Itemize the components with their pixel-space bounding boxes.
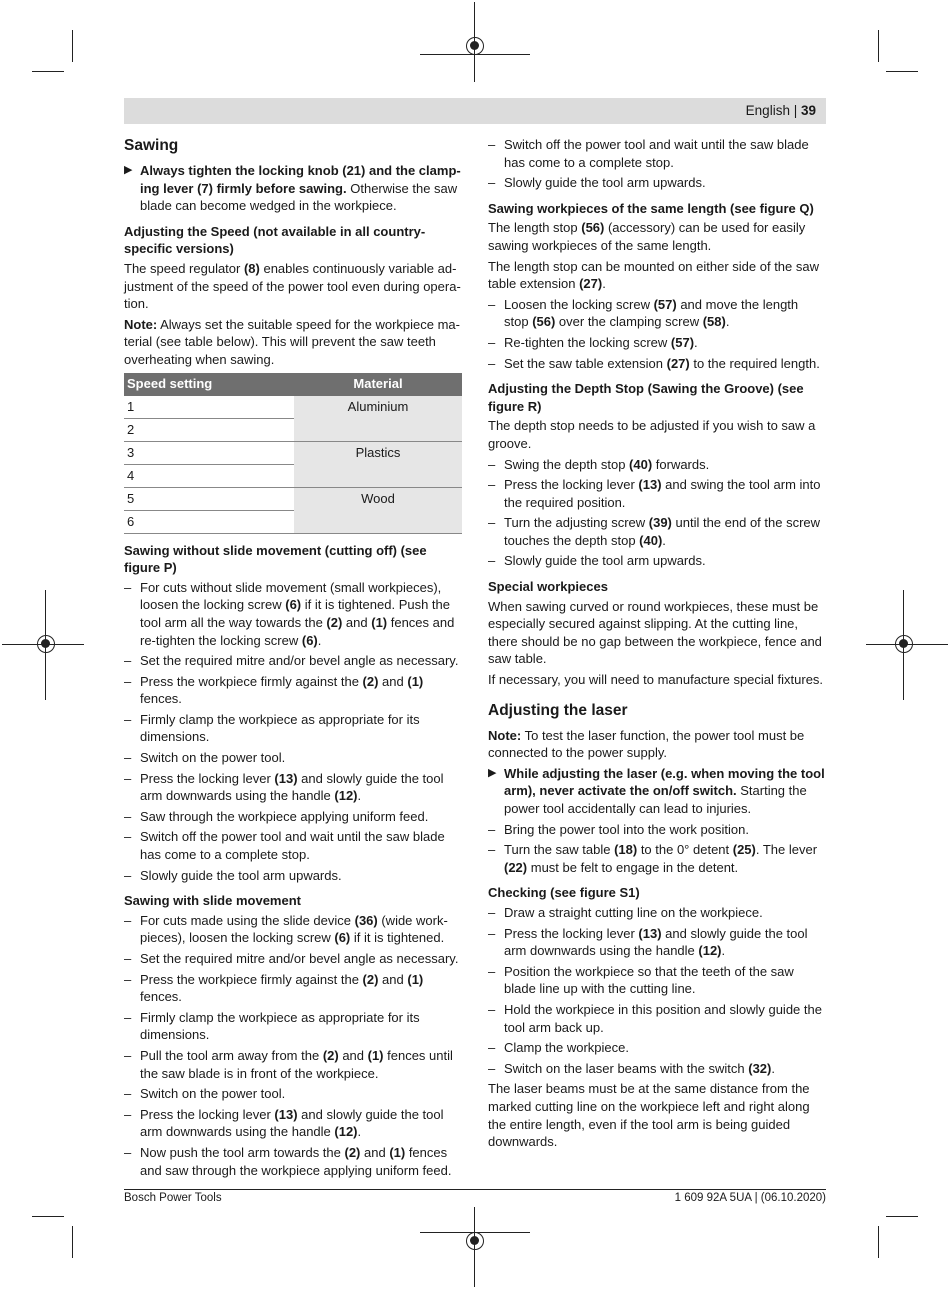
speed-text-ref: (8) bbox=[243, 260, 260, 276]
list-item: – Firmly clamp the workpiece as appropriate for its dimensions. bbox=[124, 1009, 462, 1044]
table-row bbox=[124, 487, 462, 510]
speed-heading: Adjusting the Speed (not available in all country-specific versions) bbox=[124, 223, 426, 257]
reference-number: (56) bbox=[581, 220, 605, 236]
speed-cell: 3 bbox=[124, 441, 294, 464]
speed-cell: 2 bbox=[124, 418, 294, 441]
laser-note-text: To test the laser function, the power tool must be connected to the power supply. bbox=[488, 727, 805, 761]
continued-list bbox=[488, 136, 826, 192]
list-item: – Switch on the power tool. bbox=[124, 1085, 462, 1103]
list-item: – Firmly clamp the workpiece as appropriate for its dimensions. bbox=[124, 711, 462, 746]
crop-mark bbox=[886, 71, 918, 72]
reference-number: (6) bbox=[301, 632, 318, 648]
reference-number: (2) bbox=[362, 971, 379, 987]
noslide-list bbox=[124, 579, 462, 885]
reference-number: (57) bbox=[670, 334, 695, 350]
list-item: – Now push the tool arm towards the (2) and (1) fences and saw through the workpiece applying uniform feed. bbox=[124, 1144, 462, 1179]
table-row bbox=[124, 441, 462, 464]
crop-mark bbox=[878, 30, 879, 62]
list-item: – Turn the saw table (18) to the 0° detent (25). The lever (22) must be felt to engage in the detent. bbox=[488, 841, 826, 876]
reference-number: (6) bbox=[285, 597, 302, 613]
reference-number: (13) bbox=[638, 477, 662, 493]
list-item: – For cuts made using the slide device (36) (wide workpieces), loosen the locking screw (6) if it is tightened. bbox=[124, 912, 462, 947]
speed-setting-header: Speed setting bbox=[124, 373, 294, 396]
speed-cell: 1 bbox=[124, 396, 294, 419]
header-label: English | 39 bbox=[745, 103, 816, 118]
reference-number: (2) bbox=[326, 614, 343, 630]
crop-mark bbox=[32, 71, 64, 72]
warning-text: Otherwise the saw blade can become wedged in the workpiece. bbox=[140, 180, 458, 214]
checking-list bbox=[488, 904, 826, 1077]
reference-number: (56) bbox=[532, 314, 556, 330]
speed-text-a: The speed regulator bbox=[124, 260, 244, 276]
reference-number: (2) bbox=[344, 1144, 361, 1160]
crop-mark bbox=[72, 30, 73, 62]
speed-cell: 6 bbox=[124, 510, 294, 533]
crop-mark bbox=[72, 1226, 73, 1258]
page-number: 39 bbox=[800, 103, 816, 118]
reference-number: (13) bbox=[274, 1106, 298, 1122]
crop-mark bbox=[32, 1216, 64, 1217]
material-header: Material bbox=[294, 373, 462, 396]
footer-rule bbox=[124, 1189, 826, 1190]
material-cell: Plastics bbox=[294, 441, 462, 487]
list-item: – Set the required mitre and/or bevel angle as necessary. bbox=[124, 652, 462, 670]
reference-number: (1) bbox=[371, 614, 388, 630]
list-item: – Pull the tool arm away from the (2) and (1) fences until the saw blade is in front of the workpiece. bbox=[124, 1047, 462, 1082]
depth-stop-paragraph: The depth stop needs to be adjusted if you wish to saw a groove. bbox=[488, 418, 816, 451]
same-length-paragraph: The length stop (56) (accessory) can be used for easily sawing workpieces of the same length. bbox=[488, 220, 806, 253]
reference-number: (36) bbox=[354, 912, 378, 928]
reference-number: (1) bbox=[367, 1047, 384, 1063]
list-item: – Switch on the power tool. bbox=[124, 749, 462, 767]
header-language: English bbox=[745, 103, 790, 118]
list-item: – Switch off the power tool and wait until the saw blade has come to a complete stop. bbox=[124, 828, 462, 863]
reference-number: (22) bbox=[504, 859, 528, 875]
note-paragraph bbox=[124, 316, 462, 369]
list-item: – Press the locking lever (13) and slowly guide the tool arm downwards using the handle (12). bbox=[124, 1106, 462, 1141]
laser-warning-text: Starting the power tool accidentally can lead to injuries. bbox=[504, 783, 807, 816]
reference-number: (13) bbox=[274, 770, 298, 786]
warning-bold: Always tighten the locking knob (21) and the clamping lever (7) firmly before sawing. bbox=[140, 163, 461, 196]
reference-number: (32) bbox=[748, 1060, 772, 1076]
list-item: – Slowly guide the tool arm upwards. bbox=[488, 174, 826, 192]
speed-text-c: enables continuously variable adjustment of the speed of the power tool even during operation. bbox=[124, 260, 461, 312]
list-item: – Slowly guide the tool arm upwards. bbox=[488, 552, 826, 570]
footer-doc-id: 1 609 92A 5UA | (06.10.2020) bbox=[674, 1192, 826, 1204]
list-item: – Re-tighten the locking screw (57). bbox=[488, 334, 826, 352]
list-item: – Swing the depth stop (40) forwards. bbox=[488, 456, 826, 474]
speed-table bbox=[124, 373, 462, 534]
reference-number: (18) bbox=[614, 842, 638, 858]
speed-paragraph bbox=[124, 260, 462, 313]
reference-number: (27) bbox=[666, 355, 690, 371]
registration-mark-icon bbox=[37, 635, 55, 653]
page-header bbox=[124, 98, 826, 124]
note-label: Note: bbox=[124, 316, 158, 332]
section-title-sawing: Sawing bbox=[124, 137, 179, 154]
laser-note-label: Note: bbox=[488, 727, 522, 743]
special-paragraph: When sawing curved or round workpieces, these must be especially secured against slipping. At the cutting line, there should be no gap between the workpiece, fence and saw table. bbox=[488, 598, 822, 667]
list-item: – Saw through the workpiece applying uniform feed. bbox=[124, 808, 462, 826]
reference-number: (2) bbox=[322, 1047, 339, 1063]
laser-note bbox=[488, 727, 826, 762]
left-column bbox=[124, 136, 462, 1182]
same-length-paragraph-2: The length stop can be mounted on either side of the saw table extension (27). bbox=[488, 258, 819, 292]
list-item: – Clamp the workpiece. bbox=[488, 1039, 826, 1057]
reference-number: (58) bbox=[702, 314, 726, 330]
special-paragraph-2: If necessary, you will need to manufacture special fixtures. bbox=[488, 672, 824, 688]
reference-number: (1) bbox=[407, 971, 424, 987]
registration-mark-icon bbox=[466, 1232, 484, 1250]
reference-number: (2) bbox=[362, 673, 379, 689]
reference-number: (13) bbox=[638, 925, 662, 941]
slide-list bbox=[124, 912, 462, 1179]
list-item: – Draw a straight cutting line on the workpiece. bbox=[488, 904, 826, 922]
right-column bbox=[488, 136, 826, 1154]
reference-number: (25) bbox=[732, 842, 756, 858]
reference-number: (57) bbox=[653, 296, 677, 312]
list-item: – Hold the workpiece in this position and slowly guide the tool arm back up. bbox=[488, 1001, 826, 1036]
registration-mark-icon bbox=[895, 635, 913, 653]
reference-number: (12) bbox=[698, 943, 722, 959]
list-item: – Press the locking lever (13) and slowly guide the tool arm downwards using the handle (12). bbox=[488, 925, 826, 960]
crop-mark bbox=[886, 1216, 918, 1217]
reference-number: (1) bbox=[389, 1144, 406, 1160]
list-item: – Set the required mitre and/or bevel angle as necessary. bbox=[124, 950, 462, 968]
list-item: – Press the locking lever (13) and swing the tool arm into the required position. bbox=[488, 476, 826, 511]
material-cell: Wood bbox=[294, 487, 462, 533]
laser-warning-bold: While adjusting the laser (e.g. when moving the tool arm), never activate the on/off switch. bbox=[504, 765, 825, 799]
reference-number: (12) bbox=[334, 788, 358, 804]
list-item: – Press the workpiece firmly against the (2) and (1) fences. bbox=[124, 971, 462, 1006]
depth-stop-list bbox=[488, 456, 826, 571]
warning-item bbox=[124, 162, 462, 215]
reference-number: (39) bbox=[648, 515, 672, 531]
list-item: – Press the workpiece firmly against the (2) and (1) fences. bbox=[124, 673, 462, 708]
speed-cell: 4 bbox=[124, 464, 294, 487]
laser-warning-item bbox=[488, 765, 826, 818]
crop-mark bbox=[878, 1226, 879, 1258]
section-title-laser: Adjusting the laser bbox=[488, 701, 628, 719]
note-text: Always set the suitable speed for the workpiece material (see table below). This will prevent the saw teeth overheating when sawing. bbox=[124, 316, 460, 367]
laser-final-paragraph: The laser beams must be at the same distance from the marked cutting line on the workpiece left and right along the entire length, even if the tool arm is being guided downwards. bbox=[488, 1081, 810, 1150]
list-item: – For cuts without slide movement (small workpieces), loosen the locking screw (6) if it is tightened. Push the tool arm all the way towards the (2) and (1) fences and re-tighten the locking screw (6). bbox=[124, 579, 462, 649]
footer-brand: Bosch Power Tools bbox=[124, 1192, 222, 1204]
registration-mark-icon bbox=[466, 37, 484, 55]
reference-number: (40) bbox=[629, 456, 653, 472]
speed-cell: 5 bbox=[124, 487, 294, 510]
list-item: – Switch off the power tool and wait until the saw blade has come to a complete stop. bbox=[488, 136, 826, 171]
noslide-heading: Sawing without slide movement (cutting off) (see figure P) bbox=[124, 542, 427, 576]
list-item: – Bring the power tool into the work position. bbox=[488, 821, 826, 839]
list-item: – Press the locking lever (13) and slowly guide the tool arm downwards using the handle (12). bbox=[124, 770, 462, 805]
same-length-list bbox=[488, 296, 826, 372]
reference-number: (6) bbox=[334, 930, 351, 946]
slide-heading: Sawing with slide movement bbox=[124, 893, 301, 909]
depth-stop-heading: Adjusting the Depth Stop (Sawing the Groove) (see figure R) bbox=[488, 381, 804, 414]
table-header-row bbox=[124, 373, 462, 396]
reference-number: (1) bbox=[407, 673, 424, 689]
reference-number: (27) bbox=[579, 276, 603, 292]
list-item: – Turn the adjusting screw (39) until the end of the screw touches the depth stop (40). bbox=[488, 514, 826, 549]
checking-heading: Checking (see figure S1) bbox=[488, 885, 640, 901]
material-cell: Aluminium bbox=[294, 396, 462, 442]
list-item: – Switch on the laser beams with the switch (32). bbox=[488, 1060, 826, 1078]
reference-number: (40) bbox=[639, 532, 663, 548]
list-item: – Slowly guide the tool arm upwards. bbox=[124, 867, 462, 885]
laser-list bbox=[488, 821, 826, 877]
same-length-heading: Sawing workpieces of the same length (see figure Q) bbox=[488, 200, 814, 216]
special-workpieces-heading: Special workpieces bbox=[488, 579, 608, 595]
list-item: – Set the saw table extension (27) to the required length. bbox=[488, 355, 826, 373]
table-row bbox=[124, 396, 462, 419]
reference-number: (12) bbox=[334, 1124, 358, 1140]
list-item: – Position the workpiece so that the teeth of the saw blade line up with the cutting line. bbox=[488, 963, 826, 998]
list-item: – Loosen the locking screw (57) and move the length stop (56) over the clamping screw (58). bbox=[488, 296, 826, 331]
